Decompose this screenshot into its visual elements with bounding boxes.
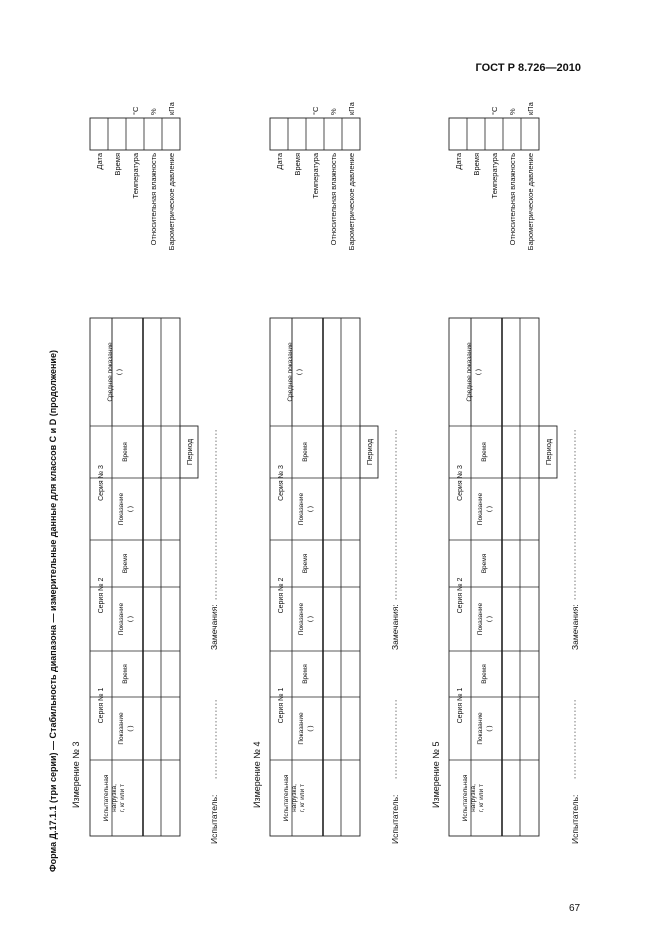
form-title: Форма Д.17.1.1 (три серии) — Стабильность диапазона — измерительные данные для классов C и D (продолжение) <box>48 350 58 872</box>
unit-pressure: кПа <box>167 102 176 115</box>
condition-pressure: Барометрическое давление <box>167 153 176 251</box>
condition-time: Время <box>472 153 481 176</box>
condition-pressure: Барометрическое давление <box>526 153 535 251</box>
data-table <box>270 318 360 836</box>
condition-time: Время <box>293 153 302 176</box>
condition-temperature: Температура <box>131 153 140 199</box>
series-2-header: Серия № 2 <box>98 577 105 614</box>
time-header: Время <box>481 442 488 462</box>
tester-label-5: Испытатель: <box>570 794 580 844</box>
series-1-header: Серия № 1 <box>98 687 105 724</box>
time-header: Время <box>481 553 488 574</box>
time-header: Время <box>122 664 129 684</box>
notes-label-4: Замечания: <box>390 604 400 650</box>
unit-pressure: кПа <box>526 102 535 115</box>
average-header: Среднее показание <box>466 342 473 402</box>
load-header: Испытательная <box>103 774 110 822</box>
condition-date: Дата <box>454 153 463 170</box>
condition-temperature: Температура <box>311 153 320 199</box>
series-1-header: Серия № 1 <box>278 687 285 724</box>
series-1-header: Серия № 1 <box>457 687 464 724</box>
reading-unit: ( ) <box>127 725 134 732</box>
series-3-header: Серия № 3 <box>98 465 105 501</box>
data-table <box>449 318 539 836</box>
reading-unit: ( ) <box>486 505 493 513</box>
load-header: нагрузка, <box>291 784 298 812</box>
load-header: Испытательная <box>283 774 290 822</box>
reading-header: Показание <box>298 712 305 745</box>
reading-unit: ( ) <box>127 615 134 623</box>
tester-label-4: Испытатель: <box>390 794 400 844</box>
unit-humidity: % <box>508 108 517 115</box>
time-header: Время <box>481 664 488 684</box>
condition-temperature: Температура <box>490 153 499 199</box>
document-header: ГОСТ Р 8.726—2010 <box>475 62 581 74</box>
reading-header: Показание <box>118 712 125 745</box>
condition-pressure: Барометрическое давление <box>347 153 356 251</box>
condition-time: Время <box>113 153 122 176</box>
reading-unit: ( ) <box>307 725 314 732</box>
load-header: нагрузка, <box>470 784 477 812</box>
load-header: г, кг или т <box>478 783 485 813</box>
average-unit: ( ) <box>116 368 123 376</box>
conditions-table <box>90 118 180 150</box>
reading-header: Показание <box>477 602 484 636</box>
unit-temperature: °C <box>490 106 499 115</box>
unit-temperature: °C <box>311 106 320 115</box>
time-header: Время <box>122 553 129 574</box>
period-label: Период <box>365 438 374 466</box>
condition-humidity: Относительная влажность <box>329 153 338 246</box>
series-2-header: Серия № 2 <box>457 577 464 614</box>
series-2-header: Серия № 2 <box>278 577 285 614</box>
unit-humidity: % <box>329 108 338 115</box>
average-unit: ( ) <box>296 368 303 376</box>
measurement-label-5: Измерение № 5 <box>431 741 441 808</box>
unit-temperature: °C <box>131 106 140 115</box>
unit-pressure: кПа <box>347 102 356 115</box>
period-label: Период <box>544 438 553 466</box>
condition-date: Дата <box>275 153 284 170</box>
unit-humidity: % <box>149 108 158 115</box>
tester-label-3: Испытатель: <box>209 794 219 844</box>
average-header: Среднее показание <box>107 342 114 402</box>
condition-humidity: Относительная влажность <box>508 153 517 246</box>
reading-header: Показание <box>118 492 125 526</box>
measurement-label-3: Измерение № 3 <box>71 741 81 808</box>
reading-header: Показание <box>298 492 305 526</box>
average-unit: ( ) <box>475 368 482 376</box>
condition-humidity: Относительная влажность <box>149 153 158 246</box>
time-header: Время <box>302 664 309 684</box>
notes-label-3: Замечания: <box>209 604 219 650</box>
load-header: г, кг или т <box>119 783 126 813</box>
reading-unit: ( ) <box>486 615 493 623</box>
reading-unit: ( ) <box>127 505 134 513</box>
reading-unit: ( ) <box>307 505 314 513</box>
reading-header: Показание <box>477 492 484 526</box>
page-number: 67 <box>569 903 581 914</box>
reading-header: Показание <box>118 602 125 636</box>
notes-label-5: Замечания: <box>570 604 580 650</box>
reading-unit: ( ) <box>307 615 314 623</box>
reading-header: Показание <box>477 712 484 745</box>
measurement-label-4: Измерение № 4 <box>252 741 262 808</box>
period-label: Период <box>185 438 194 466</box>
conditions-table <box>270 118 360 150</box>
condition-date: Дата <box>95 153 104 170</box>
time-header: Время <box>122 442 129 462</box>
series-3-header: Серия № 3 <box>457 465 464 501</box>
load-header: Испытательная <box>462 774 469 822</box>
average-header: Среднее показание <box>287 342 294 402</box>
time-header: Время <box>302 442 309 462</box>
load-header: г, кг или т <box>299 783 306 813</box>
reading-header: Показание <box>298 602 305 636</box>
series-3-header: Серия № 3 <box>278 465 285 501</box>
load-header: нагрузка, <box>111 784 118 812</box>
data-table <box>90 318 180 836</box>
reading-unit: ( ) <box>486 725 493 732</box>
time-header: Время <box>302 553 309 574</box>
conditions-table <box>449 118 539 150</box>
